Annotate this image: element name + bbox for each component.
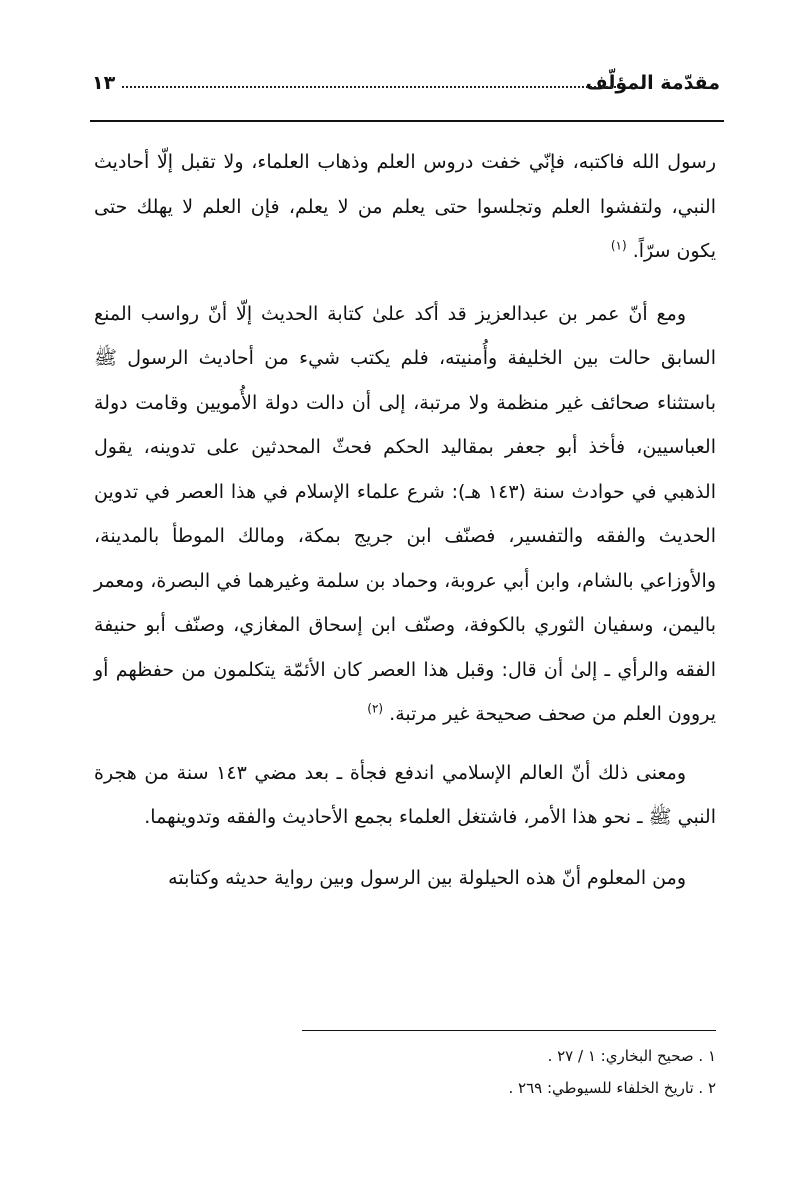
header-title: مقدّمة المؤلّف <box>585 72 720 94</box>
paragraph <box>94 751 716 840</box>
footnotes <box>302 1040 716 1104</box>
running-header <box>92 68 720 102</box>
footnote: ١ . صحيح البخاري: ١ / ٢٧ . <box>547 1047 716 1065</box>
paragraph <box>94 292 716 737</box>
paragraph <box>94 140 716 274</box>
paragraph-text: ومعنى ذلك أنّ العالم الإسلامي اندفع فجأة ـ بعد مضي ١٤٣ سنة من هجرة النبي ﷺ ـ نحو هذا الأمر، فاشتغل العلماء بجمع الأحاديث والفقه وتدوينهما. <box>94 761 716 828</box>
paragraph-text: رسول الله فاكتبه، فإنّي خفت دروس العلم وذهاب العلماء، ولا تقبل إلّا أحاديث النبي، ولتفشوا العلم وتجلسوا حتى يعلم من لا يعلم، فإن العلم لا يهلك حتى يكون سرّاً. <box>94 151 716 262</box>
header-rule <box>90 120 724 122</box>
footnote-reference: (٢) <box>367 701 384 716</box>
body-text <box>94 140 716 900</box>
footnote-separator <box>302 1030 716 1031</box>
paragraph-text: ومن المعلوم أنّ هذه الحيلولة بين الرسول وبين رواية حديثه وكتابته <box>168 866 686 889</box>
paragraph-text: ومع أنّ عمر بن عبدالعزيز قد أكد علىٰ كتابة الحديث إلّا أنّ رواسب المنع السابق حالت بين الخليفة وأُمنيته، فلم يكتب شيء من أحاديث الرسول ﷺ باستثناء صحائف غير منظمة ولا مرتبة، إلى أن دالت دولة الأُمويين وقامت دولة العباسيين، فأخذ أبو جعفر بمقاليد الحكم فحثّ المحدثين على تدوينه، يقول الذهبي في حوادث سنة (١٤٣ هـ): شرع علماء الإسلام في هذا العصر في تدوين الحديث والفقه والتفسير، فصنّف ابن جريج بمكة، ومالك الموطأ بالمدينة، والأوزاعي بالشام، وابن أبي عروبة، وحماد بن سلمة وغيرهما في البصرة، ومعمر باليمن، وسفيان الثوري بالكوفة، وصنّف ابن إسحاق المغازي، وصنّف أبو حنيفة الفقه والرأي ـ إلىٰ أن قال: وقبل هذا العصر كان الأئمّة يتكلمون من حفظهم أو يروون العلم من صحف صحيحة غير مرتبة. <box>94 302 716 725</box>
paragraph <box>94 856 716 901</box>
footnote: ٢ . تاريخ الخلفاء للسيوطي: ٢٦٩ . <box>508 1079 716 1097</box>
page-number: ١٣ <box>92 72 116 94</box>
footnote-reference: (١) <box>610 238 627 253</box>
header-dot-leader <box>122 86 616 88</box>
